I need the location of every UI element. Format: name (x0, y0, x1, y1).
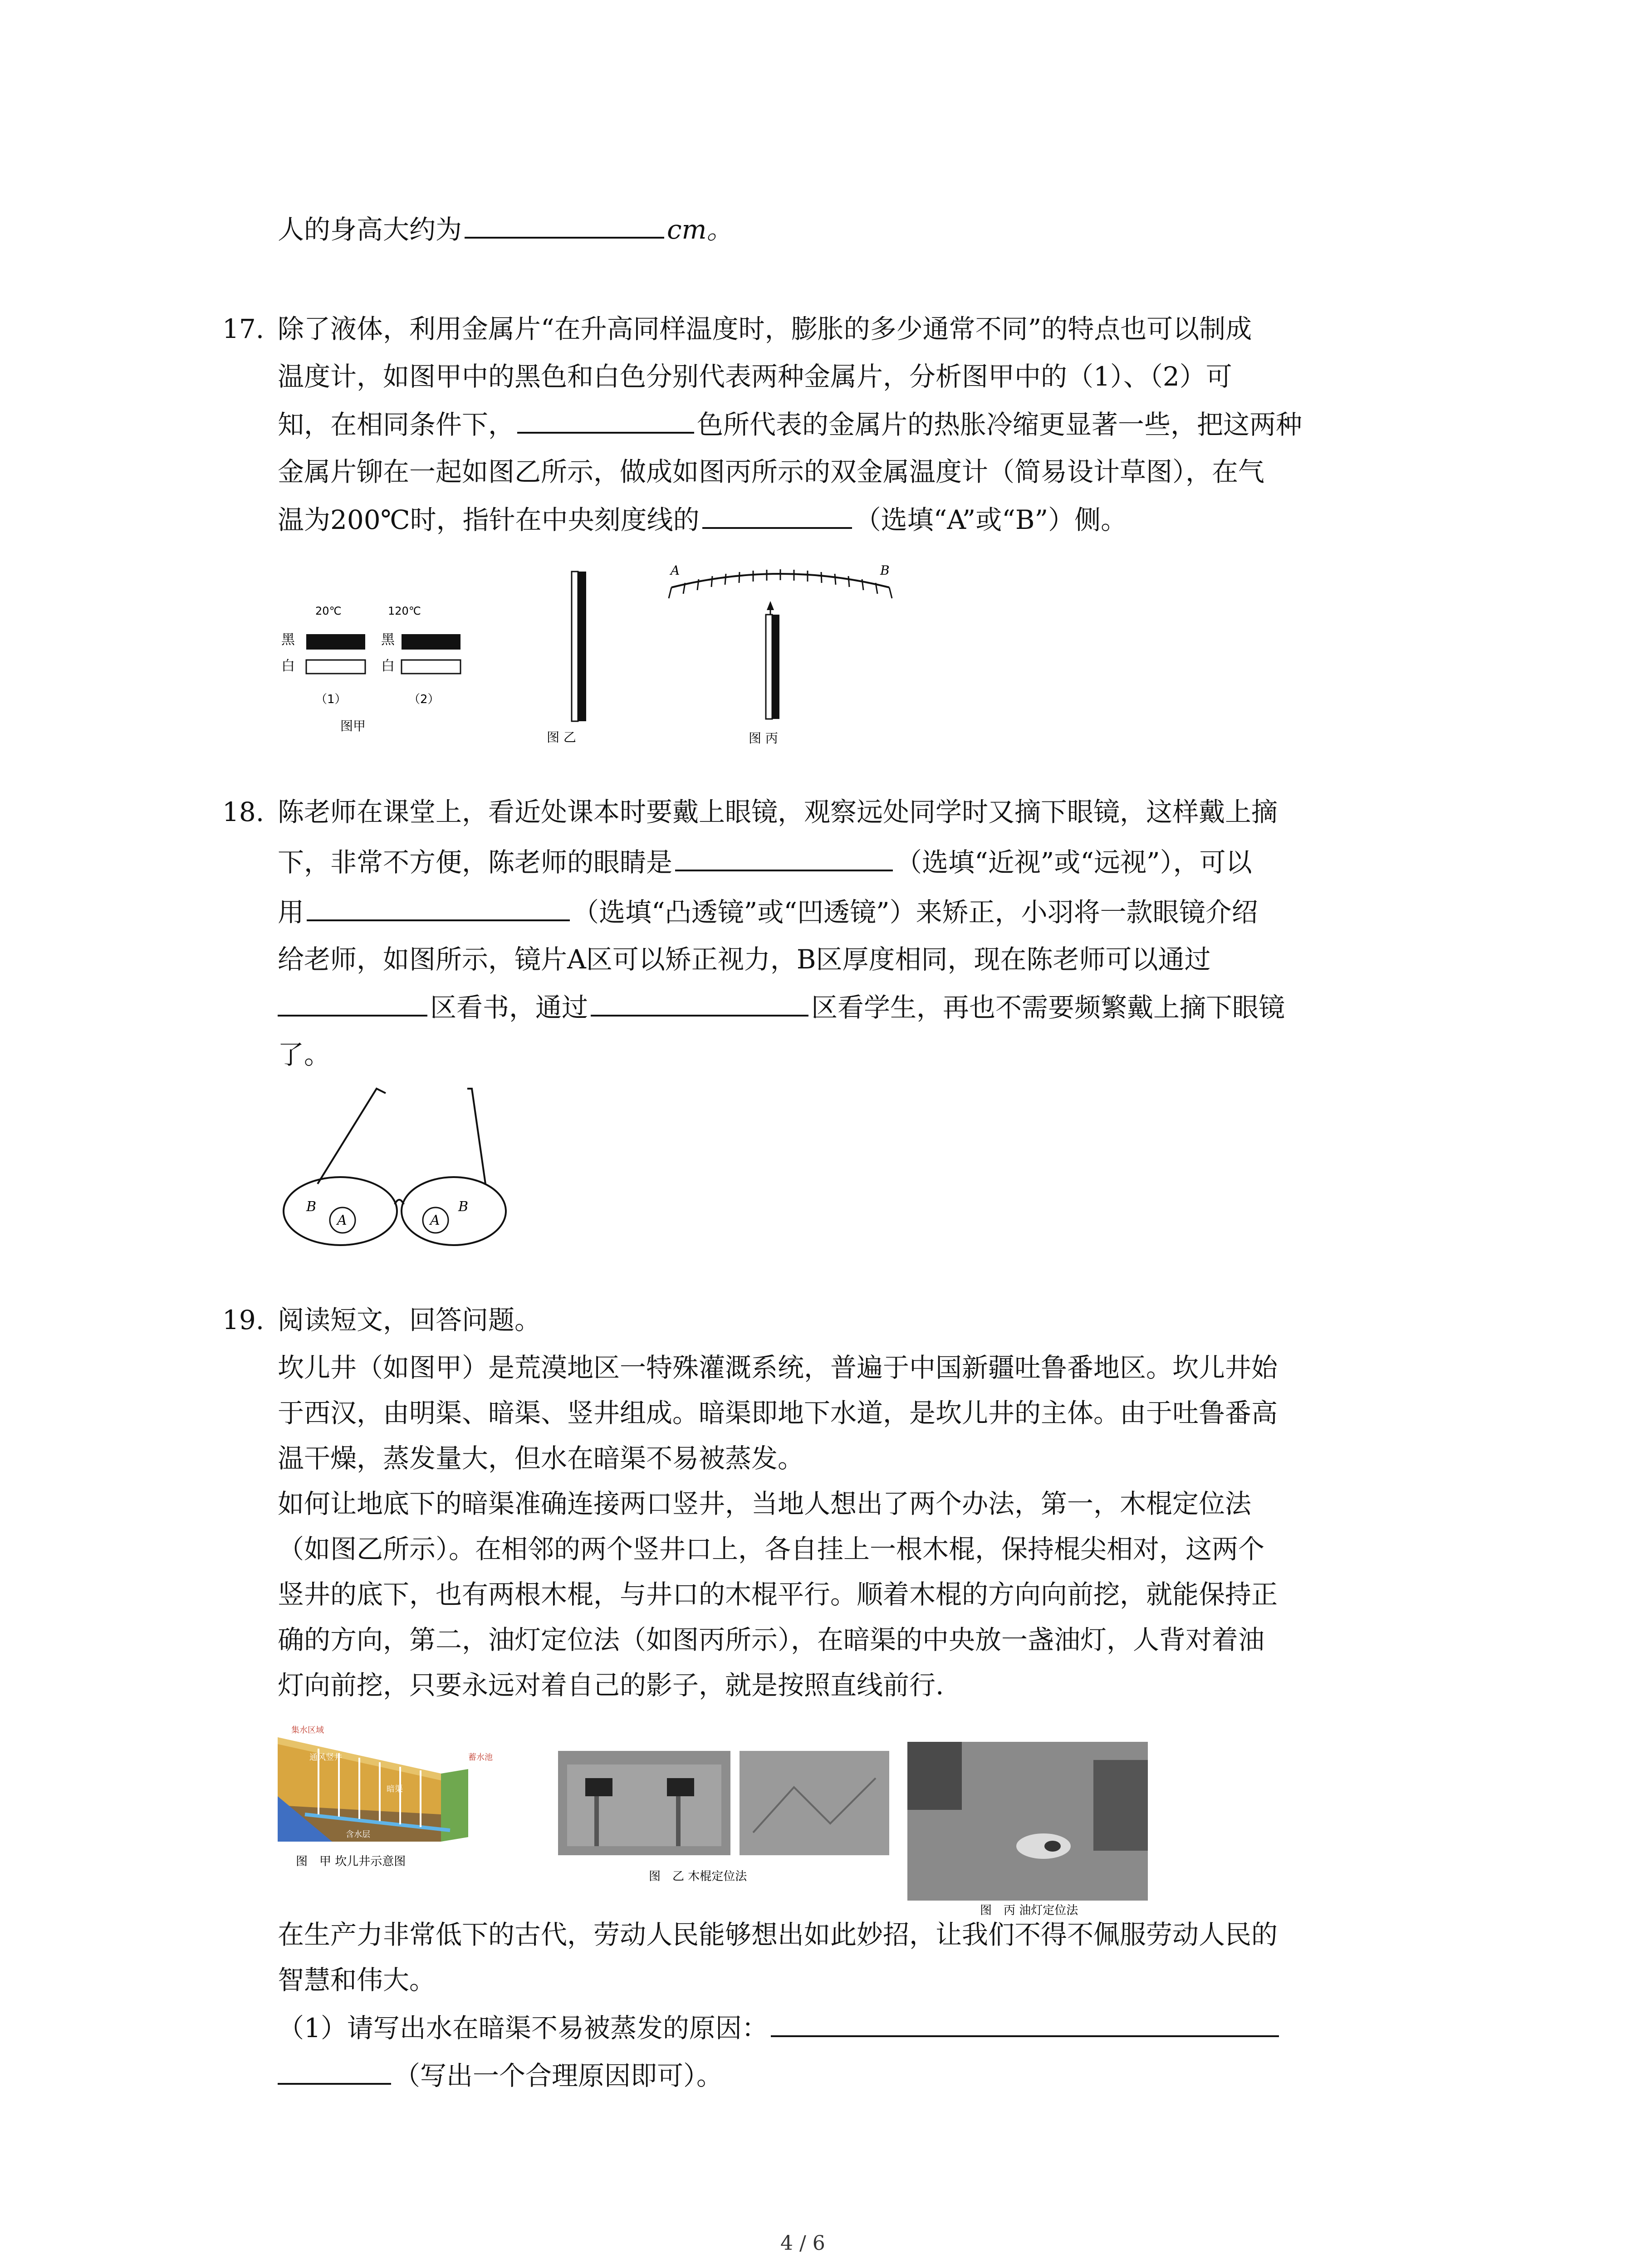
q17-figure-jia (272, 594, 463, 744)
q17-line-3b: 色所代表的金属片的热胀冷缩更显著一些，把这两种 (697, 409, 1303, 440)
q17-line-2: 温度计，如图甲中的黑色和白色分别代表两种金属片，分析图甲中的（1）、（2）可 (278, 361, 1232, 392)
fig-stick-photo-1-ground (567, 1765, 721, 1846)
q18-line-6: 了。 (278, 1039, 331, 1070)
glasses-right-label-a: A (430, 1212, 440, 1228)
q19-line-12 (278, 2012, 1282, 2044)
fig-karez-label-aquifer: 含水层 (346, 1830, 370, 1839)
fig-stick-photo-2 (740, 1751, 889, 1855)
q18-answer-blank-4[interactable] (591, 991, 808, 1017)
q17-line-5b: （选填“A”或“B”）侧。 (854, 504, 1127, 535)
q17-answer-blank-2[interactable] (702, 503, 852, 529)
fig-stick-rope-1 (594, 1796, 599, 1846)
glasses-right-lens (402, 1177, 506, 1245)
fig-jia-black-label-2: 黑 (381, 632, 395, 648)
q18-line-3a: 用 (278, 897, 304, 928)
q18-line-5 (278, 991, 1285, 1023)
q17-line-4: 金属片铆在一起如图乙所示，做成如图丙所示的双金属温度计（简易设计草图），在气 (278, 456, 1265, 487)
q17-answer-blank-1[interactable] (517, 408, 694, 434)
q19-line-13 (278, 2059, 723, 2092)
q17-line-5 (278, 503, 1127, 536)
q19-figure-jia-karez (278, 1724, 495, 1878)
fig-karez-label-reservoir: 蓄水池 (468, 1753, 493, 1762)
q19-line-2: 坎儿井（如图甲）是荒漠地区一特殊灌溉系统，普遍于中国新疆吐鲁番地区。坎儿井始 (278, 1352, 1278, 1383)
q19-number: 19. (222, 1305, 265, 1335)
q19-line-6: （如图乙所示）。在相邻的两个竖井口上，各自挂上一根木棍，保持棍尖相对，这两个 (278, 1534, 1265, 1564)
q17-figure-yi (542, 567, 624, 748)
fig-bing-black-strip (772, 615, 779, 719)
q19-figure-bing-lamp (907, 1742, 1148, 1919)
fig-jia-black-strip-1 (306, 634, 365, 650)
q17-line-3 (278, 408, 1302, 440)
fig-jia-label-2: （2） (408, 693, 440, 706)
fig-jia-temp-2: 120℃ (388, 605, 421, 617)
q19-line-5: 如何让地底下的暗渠准确连接两口竖井，当地人想出了两个办法，第一，木棍定位法 (278, 1488, 1252, 1519)
q19-figure-yi-stick (558, 1751, 889, 1887)
fig-jia-white-label-1: 白 (281, 658, 295, 674)
q18-line-2a: 下，非常不方便，陈老师的眼睛是 (278, 847, 673, 878)
q18-line-3 (278, 896, 1258, 928)
fig-bing-scale-ticks (669, 569, 892, 598)
q19-line-11: 智慧和伟大。 (278, 1965, 436, 1995)
q19-line-10: 在生产力非常低下的古代，劳动人民能够想出如此妙招，让我们不得不佩服劳动人民的 (278, 1919, 1278, 1950)
fig-karez-label-catchment: 集水区域 (291, 1725, 324, 1735)
fig-stick-well-1 (585, 1778, 612, 1796)
q16-unit: cm。 (667, 214, 733, 245)
glasses-left-lens (284, 1177, 397, 1245)
glasses-right-temple (467, 1089, 485, 1184)
q18-line-1: 陈老师在课堂上，看近处课本时要戴上眼镜，观察远处同学时又摘下眼镜，这样戴上摘 (278, 797, 1278, 827)
q19-answer-blank-1a[interactable] (771, 2012, 1279, 2037)
fig-bing-white-strip (766, 615, 772, 719)
fig-lamp-caption: 图 丙 油灯定位法 (980, 1904, 1078, 1917)
q17-line-1: 除了液体，利用金属片“在升高同样温度时，膨胀的多少通常不同”的特点也可以制成 (278, 313, 1252, 344)
fig-yi-caption: 图 乙 (547, 730, 576, 745)
fig-jia-temp-1: 20℃ (315, 605, 342, 617)
fig-bing-label-a: A (671, 563, 680, 578)
page-number: 4 / 6 (780, 2232, 825, 2255)
q18-number: 18. (222, 797, 265, 827)
fig-stick-well-2 (667, 1778, 694, 1796)
q16-continuation (278, 213, 733, 245)
q18-line-2 (278, 846, 1252, 878)
fig-jia-label-1: （1） (315, 693, 347, 706)
glasses-left-temple (318, 1089, 386, 1184)
fig-jia-white-label-2: 白 (381, 658, 395, 674)
q18-answer-blank-2[interactable] (307, 896, 570, 921)
fig-karez-label-tunnel: 暗渠 (387, 1784, 403, 1794)
glasses-left-label-b: B (306, 1199, 317, 1215)
fig-lamp-dark-left (907, 1742, 962, 1810)
fig-jia-white-strip-1 (306, 660, 365, 674)
fig-karez-label-shaft: 通风竖井 (309, 1753, 342, 1762)
q18-glasses-figure (272, 1080, 508, 1252)
q18-answer-blank-3[interactable] (278, 991, 427, 1017)
glasses-right-label-b: B (458, 1199, 469, 1215)
q18-line-2b: （选填“近视”或“远视”），可以 (896, 847, 1252, 878)
fig-karez-caption: 图 甲 坎儿井示意图 (296, 1855, 406, 1868)
q19-subq1-hint: （写出一个合理原因即可）。 (394, 2060, 723, 2091)
glasses-left-label-a: A (337, 1212, 347, 1228)
fig-stick-rope-2 (676, 1796, 681, 1846)
fig-jia-black-strip-2 (402, 634, 460, 650)
fig-bing-label-b: B (880, 563, 890, 578)
q19-line-8: 确的方向，第二，油灯定位法（如图丙所示），在暗渠的中央放一盏油灯，人背对着油 (278, 1624, 1265, 1655)
fig-lamp-light (1016, 1833, 1071, 1859)
q16-text: 人的身高大约为 (278, 214, 462, 245)
fig-yi-white-strip (572, 572, 578, 721)
fig-yi-black-strip (578, 572, 586, 721)
q19-line-1: 阅读短文，回答问题。 (278, 1305, 541, 1335)
q17-number: 17. (222, 313, 265, 344)
glasses-bridge (395, 1200, 404, 1204)
q18-line-5a: 区看书，通过 (430, 992, 588, 1023)
q19-line-4: 温干燥，蒸发量大，但水在暗渠不易被蒸发。 (278, 1443, 804, 1474)
q16-answer-blank[interactable] (465, 213, 664, 239)
q19-subq1-prompt: （1）请写出水在暗渠不易被蒸发的原因： (278, 2013, 768, 2043)
q19-line-3: 于西汉，由明渠、暗渠、竖井组成。暗渠即地下水道，是坎儿井的主体。由于吐鲁番高 (278, 1398, 1278, 1428)
q19-line-7: 竖井的底下，也有两根木棍，与井口的木棍平行。顺着木棍的方向向前挖，就能保持正 (278, 1579, 1278, 1610)
q17-figure-bing (653, 556, 907, 751)
fig-lamp-dark-right (1093, 1760, 1148, 1851)
fig-jia-caption: 图甲 (340, 719, 366, 733)
fig-stick-caption: 图 乙 木棍定位法 (649, 1870, 747, 1883)
q17-line-5a: 温为200℃时，指针在中央刻度线的 (278, 504, 700, 535)
q18-line-3b: （选填“凸透镜”或“凹透镜”）来矫正，小羽将一款眼镜介绍 (573, 897, 1258, 928)
fig-jia-black-label-1: 黑 (281, 632, 295, 648)
fig-bing-caption: 图 丙 (749, 731, 778, 746)
q19-line-9: 灯向前挖，只要永远对着自己的影子，就是按照直线前行. (278, 1670, 944, 1701)
fig-bing-pointer-head (767, 601, 774, 610)
fig-jia-white-strip-2 (402, 660, 460, 674)
q19-answer-blank-1b[interactable] (278, 2059, 391, 2085)
q18-line-4: 给老师，如图所示，镜片A区可以矫正视力，B区厚度相同，现在陈老师可以通过 (278, 944, 1211, 975)
fig-lamp-body (1044, 1841, 1061, 1852)
q17-line-3a: 知，在相同条件下， (278, 409, 515, 440)
q18-answer-blank-1[interactable] (675, 846, 893, 871)
q18-line-5b: 区看学生，再也不需要频繁戴上摘下眼镜 (811, 992, 1285, 1023)
